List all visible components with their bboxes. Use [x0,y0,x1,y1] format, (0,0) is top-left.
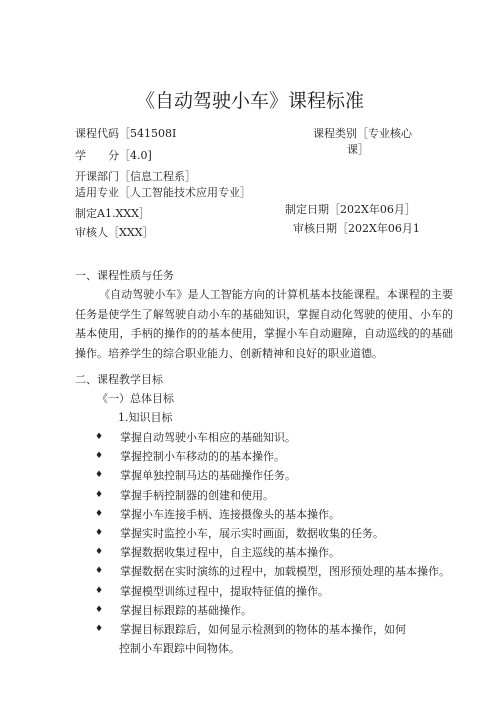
bullet-continuation: 控制小车跟踪中间物体。 [119,642,240,655]
course-type-continuation: 课］ [347,143,369,156]
diamond-bullet-icon: ♦ [95,547,104,558]
list-item: ♦ 掌握自动驾驶小车相应的基础知识。 [95,428,450,447]
diamond-bullet-icon: ♦ [95,432,104,442]
list-item: ♦ 掌握数据收集过程中，自主巡线的基本操作。 [95,543,450,562]
list-item: ♦ 掌握模型训练过程中，提取特征值的操作。 [95,582,450,601]
credits: 学 分［4.0] [75,149,152,162]
section-paragraph-nature [75,285,453,363]
diamond-bullet-icon: ♦ [95,508,104,519]
diamond-bullet-icon: ♦ [95,566,104,577]
list-item: ♦ 掌握控制小车移动的的基本操作。 [95,447,450,466]
list-item: ♦ 掌握数据在实时演练的过程中，加载模型，图形预处理的基本操作。 [95,562,450,581]
diamond-bullet-icon: ♦ [95,470,104,481]
date-reviewed: 审核日期［202X年06月1 [293,222,420,235]
document-title: 《自动驾驶小车》课程标准 [135,90,364,112]
knowledge-heading: 1.知识目标 [118,411,173,424]
paragraph-text: 《自动驾驶小车》是人工智能方向的计算机基本技能课程。本课程的主要任务是使学生了解驾驶自动小车的基础知识，掌握自动化驾驶的使用、小车的基本使用，手柄的操作的的基本使用，掌握小车自动避障，自动巡线的的基础操作。培养学生的综合职业能力、创新精神和良好的职业道德。 [75,288,453,360]
list-item: ♦ 掌握目标跟踪的基础操作。 [95,601,450,620]
list-item: ♦ 掌握目标跟踪后，如何显示检测到的物体的基本操作，如何 [95,620,450,639]
sub-heading-overall: 《一）总体目标 [97,392,174,405]
reviewer: 审核人［XXX］ [75,226,154,239]
course-type: 课程类别［专业核心 [313,127,412,140]
diamond-bullet-icon: ♦ [95,489,104,500]
applicable-major: 适用专业［人工智能技术应用专业］ [75,186,251,199]
diamond-bullet-icon: ♦ [95,451,104,462]
list-item: ♦ 掌握手柄控制器的创建和使用。 [95,486,450,505]
date-made: 制定日期［202X年06月］ [285,203,416,216]
list-item: ♦ 掌握实时监控小车，展示实时画面，数据收集的任务。 [95,524,450,543]
department: 开课部门［信息工程系］ [75,170,196,183]
knowledge-bullet-list [95,428,450,639]
section-heading-objectives: 二、课程教学目标 [75,373,163,386]
diamond-bullet-icon: ♦ [95,604,104,615]
author: 制定A1.XXX］ [75,207,150,220]
diamond-bullet-icon: ♦ [95,623,104,634]
section-heading-nature: 一、课程性质与任务 [75,269,174,282]
diamond-bullet-icon: ♦ [95,585,104,596]
course-code: 课程代码［541508I [75,127,177,140]
list-item: ♦ 掌握单独控制马达的基础操作任务。 [95,466,450,485]
diamond-bullet-icon: ♦ [95,527,104,538]
list-item: ♦ 掌握小车连接手柄、连接摄像头的基本操作。 [95,505,450,524]
